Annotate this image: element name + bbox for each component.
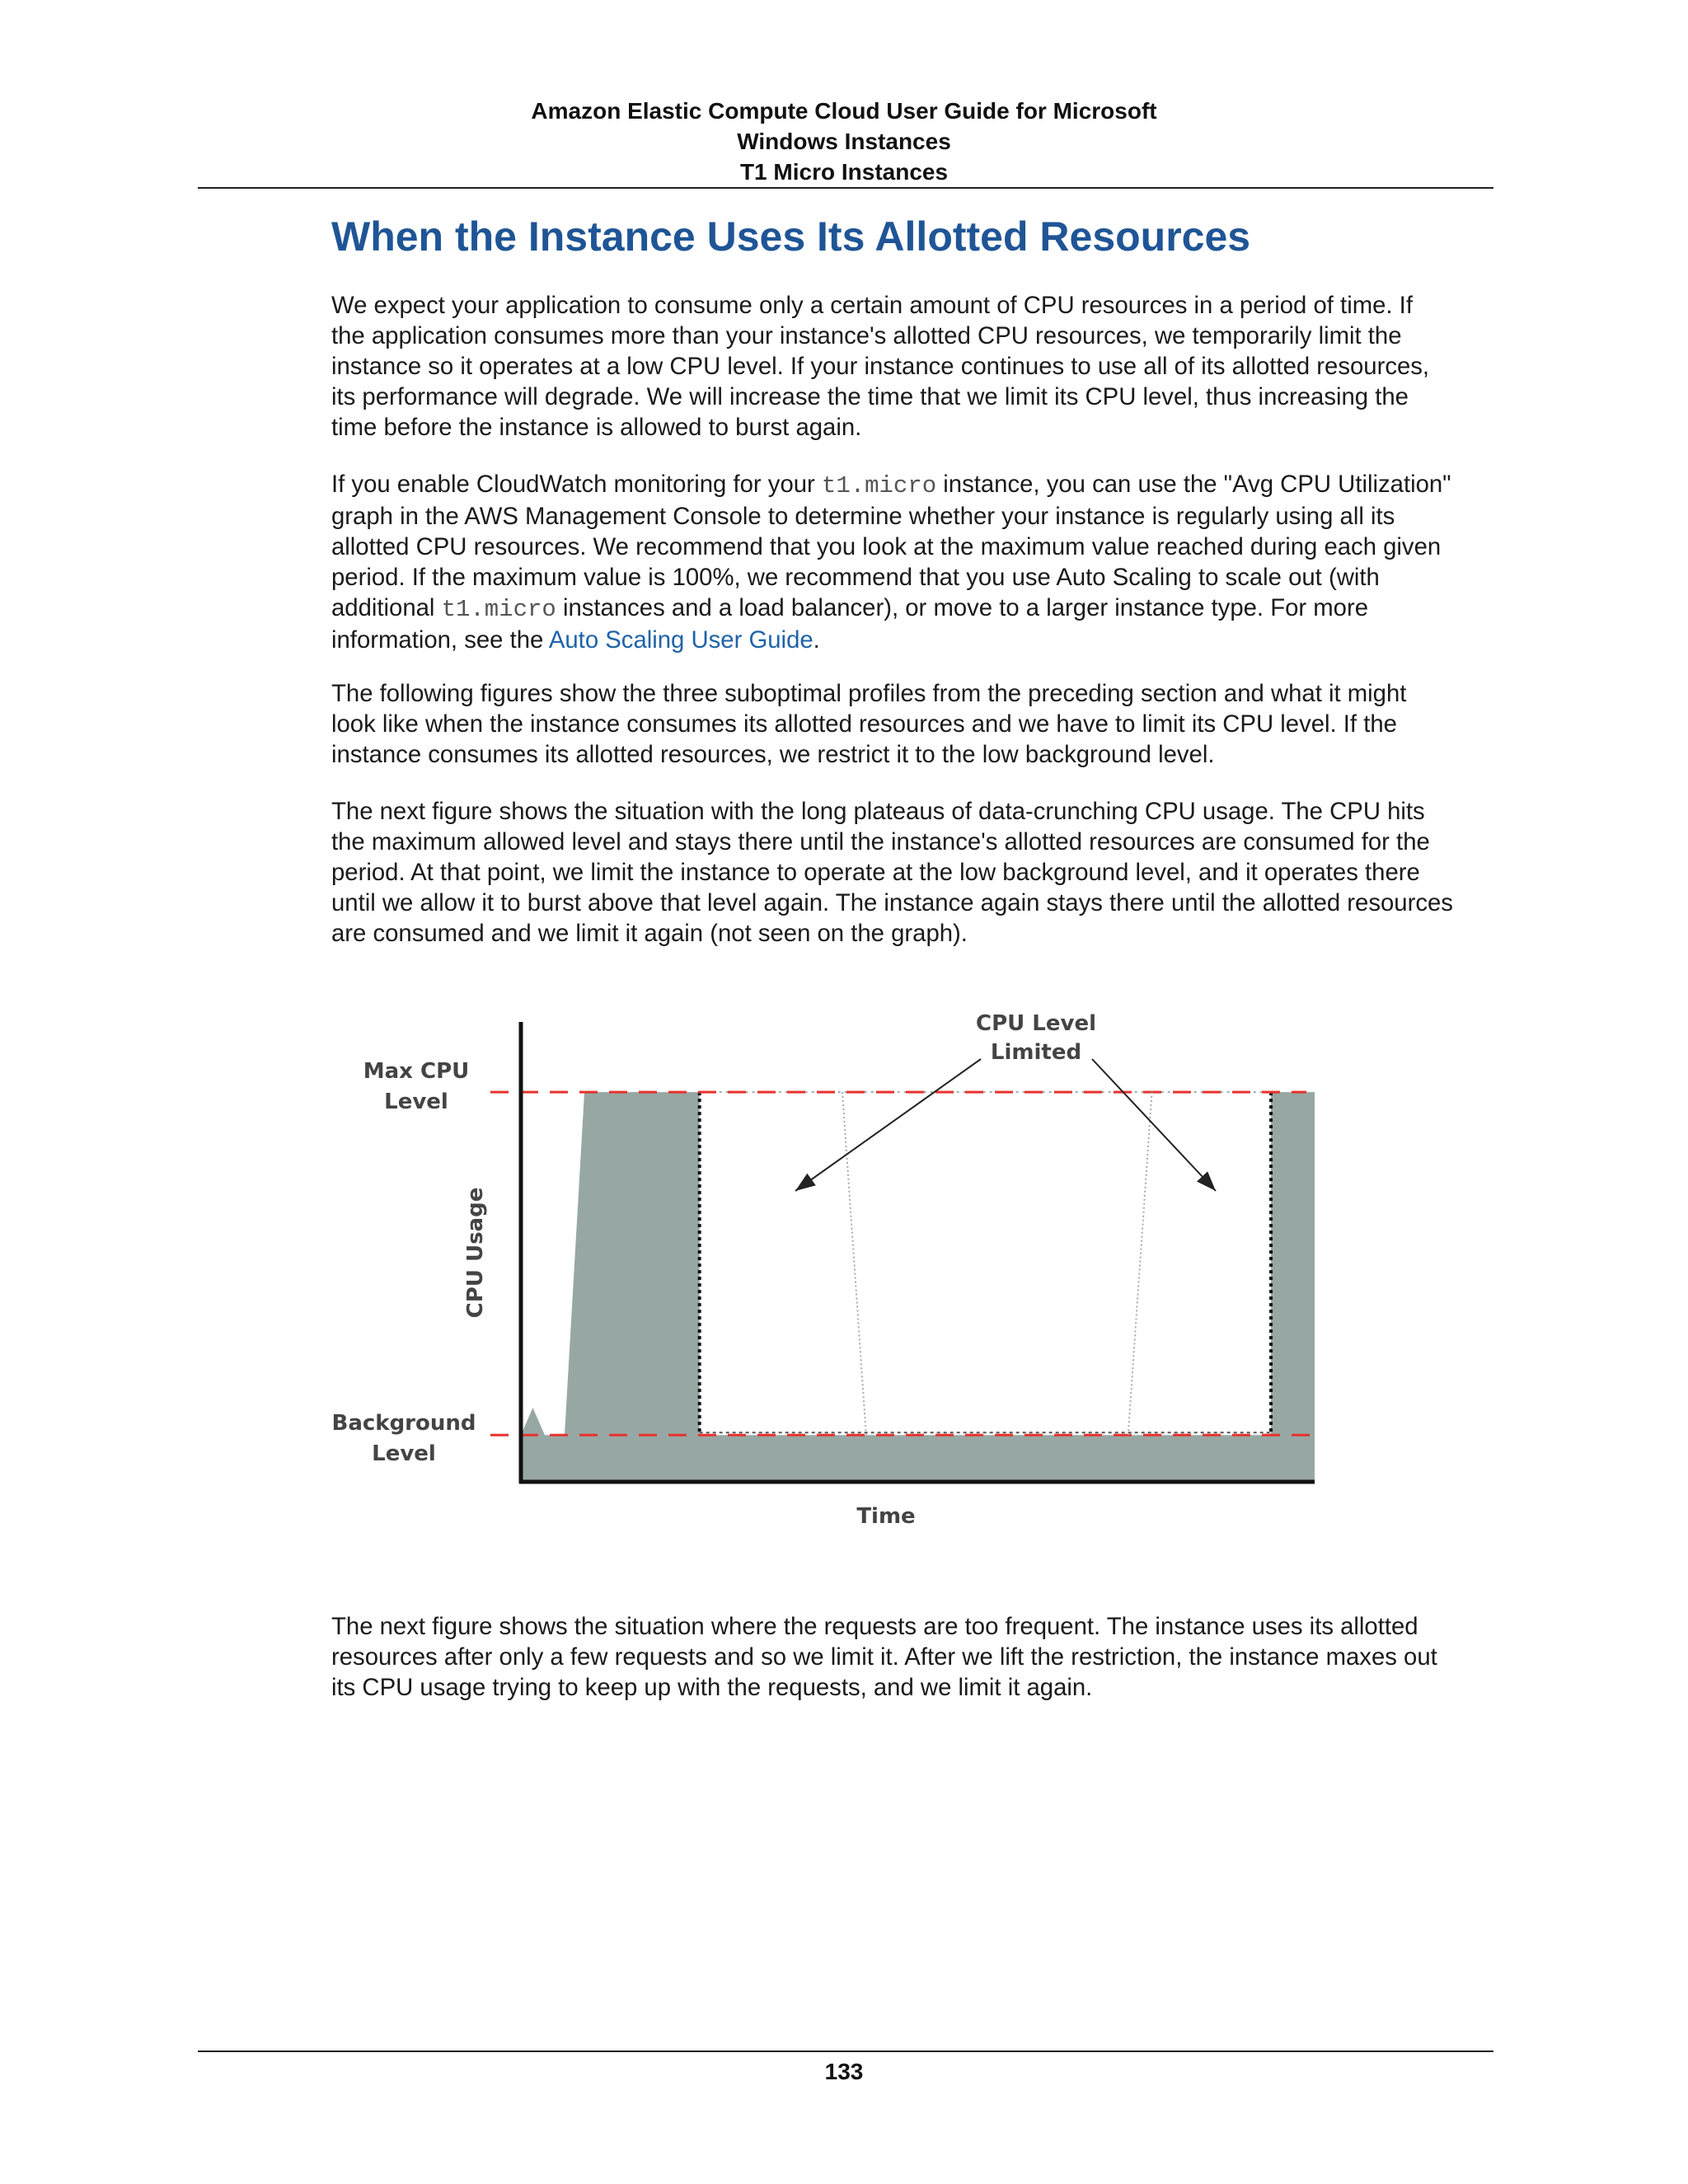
text-line: instance so it operates at a low CPU level. If your instance continues to use all of its allotted resources, bbox=[331, 353, 1430, 380]
paragraph-cloudwatch bbox=[331, 469, 1502, 655]
text-line: instance consumes its allotted resources, we restrict it to the low background level. bbox=[331, 741, 1215, 768]
code-t1-micro: t1.micro bbox=[441, 596, 556, 623]
text-line: period. If the maximum value is 100%, we recommend that you use Auto Scaling to scale out (with bbox=[331, 564, 1380, 591]
text-line: graph in the AWS Management Console to determine whether your instance is regularly using all its bbox=[331, 503, 1395, 530]
text-line: its CPU usage trying to keep up with the requests, and we limit it again. bbox=[331, 1674, 1093, 1701]
text-line: The next figure shows the situation where the requests are too frequent. The instance uses its allotted bbox=[331, 1613, 1418, 1640]
cpu-usage-area bbox=[521, 1092, 1315, 1482]
background-label-line-2: Level bbox=[372, 1441, 436, 1466]
x-axis-label: Time bbox=[856, 1504, 916, 1529]
annotation-label: CPU Level bbox=[976, 1011, 1096, 1036]
text-run: additional bbox=[331, 594, 442, 621]
paragraph-allotted-resources bbox=[331, 290, 1502, 443]
header-divider bbox=[198, 187, 1493, 189]
y-axis-label: CPU Usage bbox=[463, 1187, 488, 1319]
text-run: instance, you can use the "Avg CPU Utilization" bbox=[936, 471, 1451, 498]
text-line bbox=[331, 593, 1502, 625]
text-run: . bbox=[813, 626, 820, 654]
annotation-arrow-right bbox=[1092, 1059, 1216, 1191]
annotation-guide-line-right bbox=[1128, 1092, 1152, 1435]
annotation-label-line-2: Limited bbox=[990, 1040, 1082, 1065]
text-line: its performance will degrade. We will increase the time that we limit its CPU level, thus increasing the bbox=[331, 383, 1409, 410]
text-line: allotted CPU resources. We recommend that you look at the maximum value reached during each given bbox=[331, 533, 1442, 560]
text-run: information, see the bbox=[331, 626, 549, 654]
text-line: The following figures show the three suboptimal profiles from the preceding section and what it might bbox=[331, 680, 1407, 707]
text-line bbox=[331, 625, 1502, 655]
text-line: period. At that point, we limit the instance to operate at the low background level, and it operates there bbox=[331, 859, 1420, 886]
header-line-3: T1 Micro Instances bbox=[739, 159, 949, 185]
max-cpu-label-line-2: Level bbox=[384, 1090, 448, 1114]
arrowhead-left bbox=[795, 1174, 816, 1191]
text-line: time before the instance is allowed to burst again. bbox=[331, 414, 862, 441]
text-line: resources after only a few requests and so we limit it. After we lift the restriction, the instance maxes out bbox=[331, 1643, 1437, 1671]
text-run: instances and a load balancer), or move to a larger instance type. For more bbox=[556, 594, 1369, 621]
cpu-usage-chart bbox=[326, 1005, 1331, 1541]
paragraph-long-plateaus bbox=[331, 796, 1502, 949]
text-run: If you enable CloudWatch monitoring for your bbox=[331, 471, 822, 498]
code-t1-micro: t1.micro bbox=[821, 472, 937, 499]
text-line: the application consumes more than your instance's allotted CPU resources, we temporarily limit the bbox=[331, 322, 1402, 349]
footer-divider bbox=[198, 2050, 1493, 2052]
paragraph-frequent-requests bbox=[331, 1611, 1502, 1703]
auto-scaling-guide-link[interactable]: Auto Scaling User Guide bbox=[548, 626, 814, 654]
running-header bbox=[0, 96, 1688, 187]
header-line-2: Windows Instances bbox=[737, 129, 951, 154]
text-line: The next figure shows the situation with the long plateaus of data-crunching CPU usage. The CPU hits bbox=[331, 798, 1425, 825]
text-line: the maximum allowed level and stays there until the instance's allotted resources are consumed for the bbox=[331, 828, 1430, 855]
section-title: When the Instance Uses Its Allotted Resources bbox=[331, 213, 1251, 260]
paragraph-suboptimal-profiles bbox=[331, 678, 1502, 770]
background-label: Background bbox=[331, 1411, 476, 1436]
text-line: We expect your application to consume only a certain amount of CPU resources in a period of time. If bbox=[331, 292, 1413, 319]
text-line: until we allow it to burst above that level again. The instance again stays there until the allotted resources bbox=[331, 889, 1453, 916]
header-line-1: Amazon Elastic Compute Cloud User Guide for Microsoft bbox=[531, 98, 1157, 124]
cpu-usage-figure bbox=[326, 1005, 1331, 1541]
text-line bbox=[331, 469, 1502, 501]
annotation-arrow-left bbox=[795, 1059, 981, 1191]
text-line: look like when the instance consumes its allotted resources and we have to limit its CPU level. If the bbox=[331, 710, 1397, 738]
page-number: 133 bbox=[824, 2059, 864, 2084]
text-line: are consumed and we limit it again (not seen on the graph). bbox=[331, 920, 968, 947]
max-cpu-label: Max CPU bbox=[363, 1059, 470, 1084]
